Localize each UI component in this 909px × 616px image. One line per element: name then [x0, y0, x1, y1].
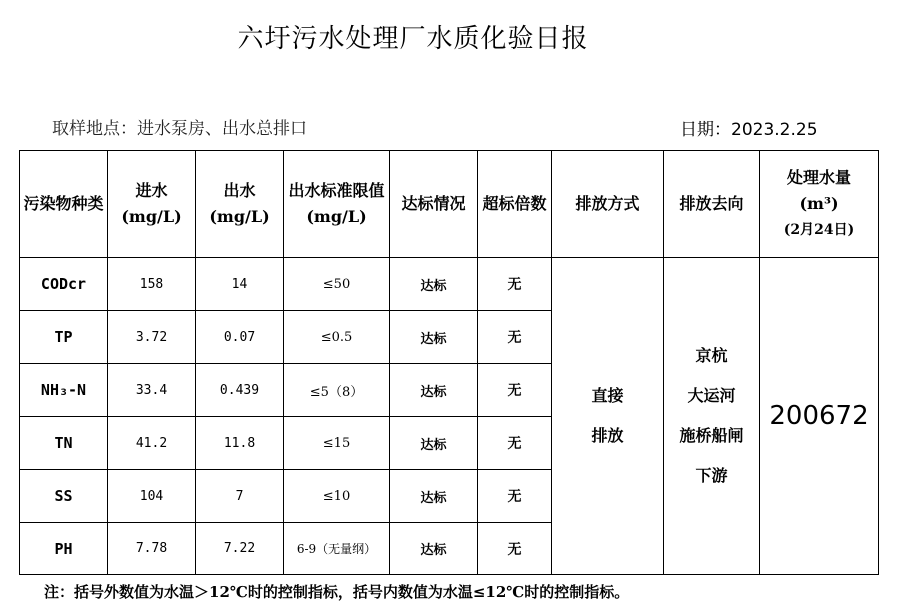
- header-discharge-mode: 排放方式: [552, 151, 664, 258]
- header-inflow: 进水(mg/L): [108, 151, 196, 258]
- volume-unit: (m³): [799, 194, 839, 213]
- limit-value: 6-9（无量纲）: [284, 523, 390, 575]
- outflow-value: 7.22: [196, 523, 284, 575]
- table-row: [20, 258, 879, 311]
- report-date: 日期：2023.2.25: [680, 120, 818, 140]
- exceed-value: 无: [478, 523, 552, 575]
- inflow-value: 33.4: [108, 364, 196, 417]
- header-outflow: 出水(mg/L): [196, 151, 284, 258]
- pollutant-name: TN: [20, 417, 108, 470]
- discharge-dest-cell: [664, 258, 760, 575]
- outflow-value: 11.8: [196, 417, 284, 470]
- outflow-value: 14: [196, 258, 284, 311]
- header-status: 达标情况: [390, 151, 478, 258]
- status-value: 达标: [390, 258, 478, 311]
- status-value: 达标: [390, 417, 478, 470]
- header-row: [20, 151, 879, 258]
- inflow-value: 104: [108, 470, 196, 523]
- volume-date: (2月24日): [783, 222, 855, 238]
- pollutant-name: PH: [20, 523, 108, 575]
- limit-value: ≤0.5: [284, 311, 390, 364]
- footnote: 注：括号外数值为水温＞12℃时的控制指标，括号内数值为水温≤12℃时的控制指标。: [44, 583, 630, 601]
- header-exceed: 超标倍数: [478, 151, 552, 258]
- limit-value: ≤10: [284, 470, 390, 523]
- limit-value: ≤5（8）: [284, 364, 390, 417]
- status-value: 达标: [390, 364, 478, 417]
- discharge-mode-line: 排放: [591, 426, 624, 445]
- limit-value: ≤50: [284, 258, 390, 311]
- sampling-location: 取样地点：进水泵房、出水总排口: [52, 119, 307, 139]
- pollutant-name: TP: [20, 311, 108, 364]
- volume-value: 200672: [760, 258, 879, 575]
- pollutant-name: CODcr: [20, 258, 108, 311]
- header-discharge-dest: 排放去向: [664, 151, 760, 258]
- status-value: 达标: [390, 470, 478, 523]
- discharge-mode-cell: [552, 258, 664, 575]
- exceed-value: 无: [478, 470, 552, 523]
- outflow-value: 0.07: [196, 311, 284, 364]
- inflow-value: 41.2: [108, 417, 196, 470]
- discharge-dest-line: 下游: [695, 466, 728, 485]
- header-pollutant: 污染物种类: [20, 151, 108, 258]
- volume-title: 处理水量: [786, 168, 851, 187]
- pollutant-name: NH₃-N: [20, 364, 108, 417]
- outflow-value: 7: [196, 470, 284, 523]
- limit-value: ≤15: [284, 417, 390, 470]
- inflow-value: 7.78: [108, 523, 196, 575]
- discharge-dest-line: 施桥船闸: [679, 426, 744, 445]
- outflow-value: 0.439: [196, 364, 284, 417]
- discharge-dest-line: 大运河: [687, 386, 736, 405]
- water-quality-table: [19, 150, 879, 575]
- discharge-dest-line: 京杭: [695, 346, 728, 365]
- pollutant-name: SS: [20, 470, 108, 523]
- report-title: 六圩污水处理厂水质化验日报: [237, 24, 589, 54]
- exceed-value: 无: [478, 311, 552, 364]
- header-limit: 出水标准限值(mg/L): [284, 151, 390, 258]
- discharge-mode-line: 直接: [591, 386, 624, 405]
- exceed-value: 无: [478, 258, 552, 311]
- inflow-value: 3.72: [108, 311, 196, 364]
- header-volume: [760, 151, 879, 258]
- status-value: 达标: [390, 311, 478, 364]
- exceed-value: 无: [478, 364, 552, 417]
- exceed-value: 无: [478, 417, 552, 470]
- inflow-value: 158: [108, 258, 196, 311]
- status-value: 达标: [390, 523, 478, 575]
